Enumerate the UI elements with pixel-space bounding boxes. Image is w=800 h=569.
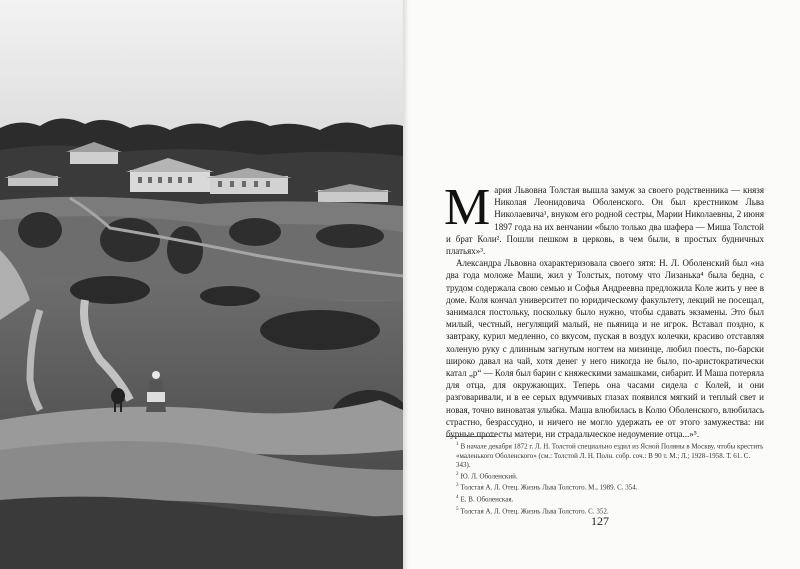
paragraph-1-text: ария Львовна Толстая вышла замуж за своего родственника — князя Николая Леонидовича Оболенского. Он был крестником Льва Николаевича¹, внуком его родной сестры, Марии Николаевны, 2 июня 1897 года на их венчании «было только два шафера — Миша Толстой и брат Коли². Пошли пешком в церковь, в чем были, в простых будничных платьях»³. [446,185,764,257]
paragraph-1 [444,179,764,257]
page-number: 127 [591,514,609,528]
footnotes [446,440,764,516]
footnote-4: $^4$ Е. В. Оболенская. [456,495,514,504]
main-text [444,179,764,440]
page-gutter [403,0,409,569]
footnote-5: $^5$ Толстая А. Л. Отец. Жизнь Льва Толстого. С. 352. [456,506,609,515]
drop-cap: М [444,179,491,236]
footnote-2: $^2$ Ю. Л. Оболенский. [456,471,518,481]
footnote-1: $^1$ В начале декабря 1872 г. Л. Н. Толстой специально ездил из Ясной Поляны в Москву, чтобы крестить «маленького Оболенского» (см.: Толстой Л. Н. Полн. собр. соч.: В 90 т. М.; Л.; 1928–1958. Т. 61. С. 343). [456,442,764,469]
footnote-3: $^3$ Толстая А. Л. Отец. Жизнь Льва Толстого. М., 1989. С. 354. [456,483,638,492]
paragraph-2: Александра Львовна охарактеризовала своего зятя: Н. Л. Оболенский был «на два года моложе Маши, жил у Толстых, потому что Лизанька⁴ была бедна, с трудом содержала свою семью и Софья Андреевна предложила Коле жить у нее в доме. Коля кончал университет по юридическому факультету, лекций не посещал, занимался постольку, поскольку было нужно, чтобы сдавать экзамены. Это был милый, честный, негулящий малый, не пьяница и не игрок. Вставал поздно, к завтраку, курил медленно, со вкусом, пуская в воздух колечки, красиво отставляя холеную руку с длинным загнутым ногтем на мизинце, любил поесть, по-барски широко давал на чай, хотя денег у него никогда не было, по-аристократически катал „р“ — Коля был барин с княжескими замашками, сибарит. И Маша потеряла для отца, для окружающих. Теперь она часами сидела с Колей, и они разговаривали, и в ее серых вдумчивых глазах появился мягкий и теплый свет и новая, точно виноватая улыбка. Маша влюбилась в Колю Оболенского, влюбилась страстно, безрассудно, и ничего не могло удержать ее от этого замужества: ни бурные протесты матери, ни страдальческое недоумение отца...»⁵. [446,258,764,440]
footnote-rule [446,436,496,437]
